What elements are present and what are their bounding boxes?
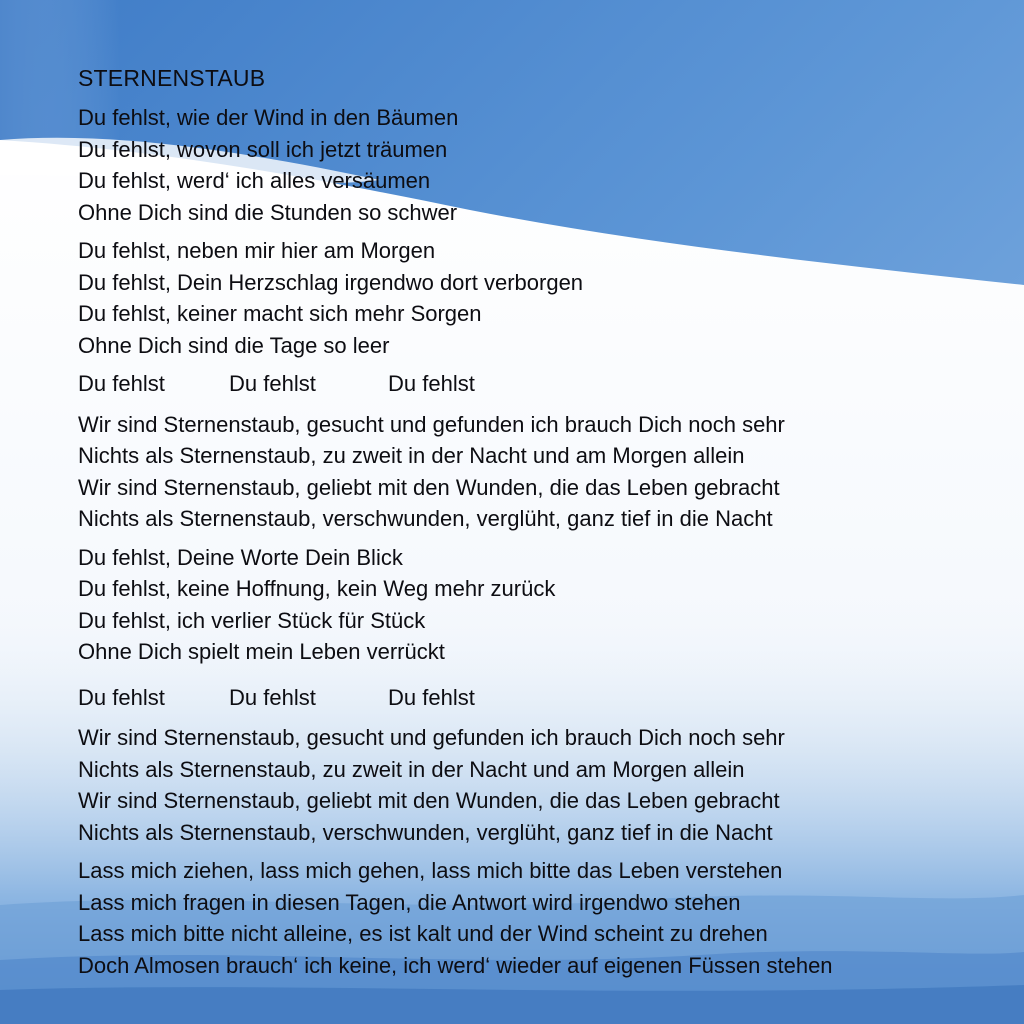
lyric-line: Ohne Dich spielt mein Leben verrückt: [78, 639, 445, 664]
stanza-1: [78, 102, 998, 228]
lyric-line: Wir sind Sternenstaub, geliebt mit den Wunden, die das Leben gebracht: [78, 474, 780, 500]
refrain-word: Du fehlst: [78, 371, 165, 396]
lyric-line: Lass mich ziehen, lass mich gehen, lass mich bitte das Leben verstehen: [78, 858, 783, 883]
refrain-word: Du fehlst: [229, 684, 316, 710]
lyric-line: Du fehlst, keiner macht sich mehr Sorgen: [78, 301, 482, 326]
lyric-line: Doch Almosen brauch‘ ich keine, ich werd‘ wieder auf eigenen Füssen stehen: [78, 952, 833, 978]
lyrics-sheet: [78, 64, 998, 988]
lyric-line: Du fehlst, wie der Wind in den Bäumen: [78, 105, 459, 130]
refrain-word: Du fehlst: [388, 684, 475, 710]
refrain-2: [78, 682, 998, 714]
lyric-line: Du fehlst, Deine Worte Dein Blick: [78, 544, 403, 570]
lyric-line: Wir sind Sternenstaub, geliebt mit den Wunden, die das Leben gebracht: [78, 788, 780, 813]
refrain-word: Du fehlst: [78, 684, 165, 710]
song-title: STERNENSTAUB: [78, 65, 266, 91]
lyric-line: Wir sind Sternenstaub, gesucht und gefunden ich brauch Dich noch sehr: [78, 411, 785, 437]
lyric-line: Nichts als Sternenstaub, verschwunden, verglüht, ganz tief in die Nacht: [78, 506, 773, 531]
stanza-3: [78, 542, 998, 668]
lyric-line: Nichts als Sternenstaub, zu zweit in der Nacht und am Morgen allein: [78, 443, 745, 468]
lyric-line: Nichts als Sternenstaub, zu zweit in der Nacht und am Morgen allein: [78, 756, 745, 782]
lyric-line: Ohne Dich sind die Tage so leer: [78, 332, 390, 358]
lyric-line: Du fehlst, Dein Herzschlag irgendwo dort verborgen: [78, 269, 584, 295]
refrain-word: Du fehlst: [229, 371, 316, 396]
lyric-line: Nichts als Sternenstaub, verschwunden, verglüht, ganz tief in die Nacht: [78, 819, 773, 845]
chorus-2: [78, 722, 998, 848]
lyric-line: Lass mich bitte nicht alleine, es ist kalt und der Wind scheint zu drehen: [78, 921, 768, 946]
refrain-1: [78, 368, 998, 400]
bridge: [78, 855, 998, 981]
chorus-1: [78, 409, 998, 535]
lyric-line: Du fehlst, werd‘ ich alles versäumen: [78, 168, 431, 193]
lyric-line: Wir sind Sternenstaub, gesucht und gefunden ich brauch Dich noch sehr: [78, 725, 785, 750]
lyric-line: Lass mich fragen in diesen Tagen, die Antwort wird irgendwo stehen: [78, 889, 741, 915]
lyric-line: Du fehlst, keine Hoffnung, kein Weg mehr zurück: [78, 576, 556, 601]
stanza-2: [78, 235, 998, 361]
lyric-line: Du fehlst, ich verlier Stück für Stück: [78, 607, 426, 633]
lyric-line: Du fehlst, neben mir hier am Morgen: [78, 238, 436, 263]
lyric-line: Ohne Dich sind die Stunden so schwer: [78, 199, 458, 225]
lyric-line: Du fehlst, wovon soll ich jetzt träumen: [78, 136, 448, 162]
refrain-word: Du fehlst: [388, 371, 475, 396]
